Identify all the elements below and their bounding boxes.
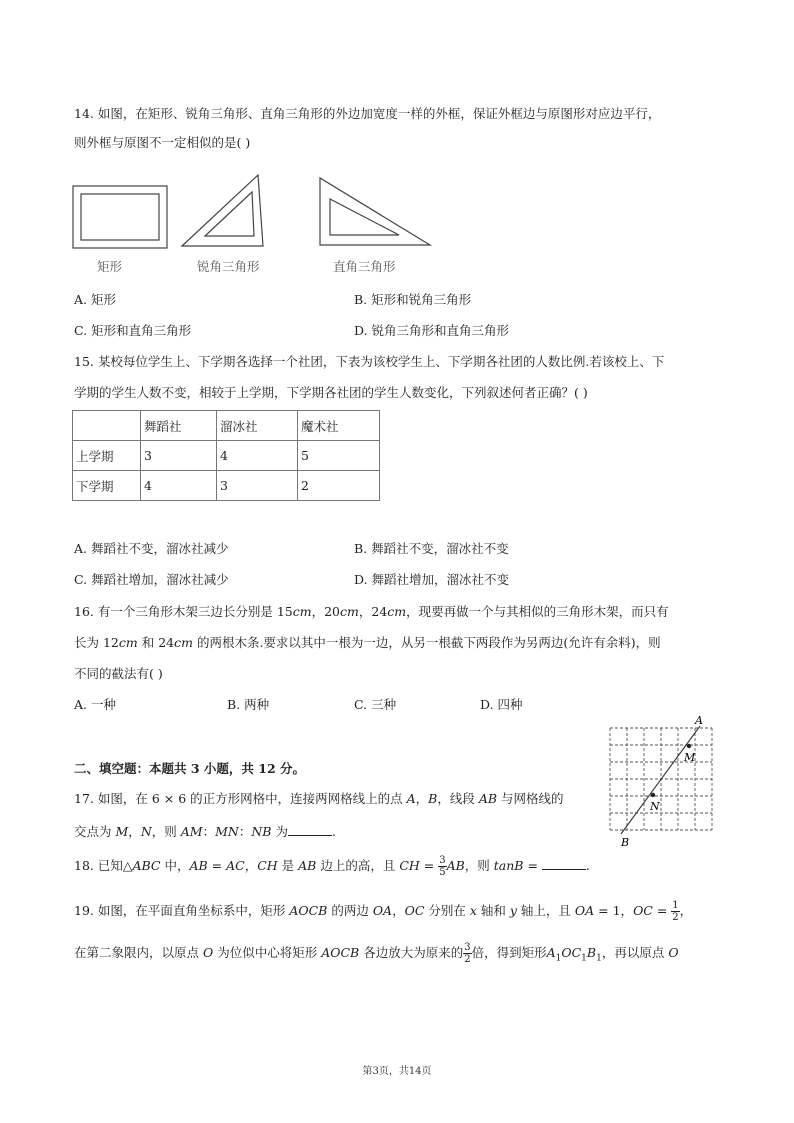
q16-option-b[interactable]: B. 两种 xyxy=(227,697,270,712)
table-cell: 4 xyxy=(141,471,217,501)
q14-figures xyxy=(66,172,446,254)
q19-line1: 19. 如图，在平面直角坐标系中，矩形 AOCB 的两边 OA，OC 分别在 x 轴和 y 轴上，且 OA = 1，OC = $\frac{1}{2}$ ， xyxy=(74,900,693,923)
point-m xyxy=(687,744,691,748)
right-triangle-inner xyxy=(330,199,399,235)
figure-label-acute-triangle: 锐角三角形 xyxy=(197,259,260,274)
q16-option-c[interactable]: C. 三种 xyxy=(354,697,397,712)
rectangle-inner xyxy=(81,194,159,240)
q16-option-a[interactable]: A. 一种 xyxy=(74,697,116,712)
section-title: 二、填空题：本题共 3 小题，共 12 分。 xyxy=(74,761,306,776)
q17-line2: 交点为 M，N，则 AM：MN：NB 为 . xyxy=(74,821,336,841)
q14-option-d[interactable]: D. 锐角三角形和直角三角形 xyxy=(354,323,510,338)
label-b: B xyxy=(621,836,630,849)
answer-blank[interactable] xyxy=(288,821,332,836)
q19-line2: 在第二象限内，以原点 O 为位似中心将矩形 AOCB 各边放大为原来的 $\frac{3}{2}$ 倍，得到矩形$A_1OC_1B_1$，再以原点 O xyxy=(74,942,679,965)
table-cell: 3 xyxy=(141,441,217,471)
q15-option-a[interactable]: A. 舞蹈社不变，溜冰社减少 xyxy=(74,541,229,556)
table-row xyxy=(73,411,380,441)
q16-line3: 不同的截法有( ) xyxy=(74,666,163,681)
table-header-cell: 溜冰社 xyxy=(217,411,298,441)
table-row xyxy=(73,441,380,471)
acute-triangle-outer xyxy=(182,175,263,246)
q15-table xyxy=(72,410,380,501)
q14-line1: 14. 如图，在矩形、锐角三角形、直角三角形的外边加宽度一样的外框，保证外框边与原图形对应边平行， xyxy=(74,106,661,121)
point-n xyxy=(651,793,655,797)
table-header-cell: 舞蹈社 xyxy=(141,411,217,441)
table-cell: 4 xyxy=(217,441,298,471)
segment-ab xyxy=(621,726,700,834)
label-a: A xyxy=(695,714,703,727)
figure-label-right-triangle: 直角三角形 xyxy=(333,259,396,274)
label-n: N xyxy=(650,800,660,813)
q18-line: 18. 已知△ABC 中，AB = AC，CH 是 AB 边上的高，且 CH = $\frac{3}{5}$ AB，则 tanB = . xyxy=(74,855,590,878)
q17-grid-figure xyxy=(600,712,730,850)
table-cell xyxy=(73,411,141,441)
table-header-cell: 魔术社 xyxy=(298,411,380,441)
table-cell: 5 xyxy=(298,441,380,471)
table-row-label: 上学期 xyxy=(73,441,141,471)
label-m: M xyxy=(684,751,696,764)
q14-option-a[interactable]: A. 矩形 xyxy=(74,292,116,307)
q14-option-b[interactable]: B. 矩形和锐角三角形 xyxy=(354,292,472,307)
q15-option-b[interactable]: B. 舞蹈社不变，溜冰社不变 xyxy=(354,541,509,556)
rectangle-outer xyxy=(73,186,167,248)
q15-option-c[interactable]: C. 舞蹈社增加，溜冰社减少 xyxy=(74,572,229,587)
q15-line1: 15. 某校每位学生上、下学期各选择一个社团，下表为该校学生上、下学期各社团的人数比例.若该校上、下 xyxy=(74,354,665,369)
fraction-three-fifths: $\frac{3}{5}$ xyxy=(439,855,446,878)
answer-blank[interactable] xyxy=(542,855,586,870)
q14-line2: 则外框与原图不一定相似的是( ) xyxy=(74,135,251,150)
q16-line1: 16. 有一个三角形木架三边长分别是 15cm，20cm，24cm，现要再做一个与其相似的三角形木架，而只有 xyxy=(74,604,669,619)
q16-line2: 长为 12cm 和 24cm 的两根木条.要求以其中一根为一边，从另一根截下两段作为另两边(允许有余料)，则 xyxy=(74,635,661,650)
q15-line2: 学期的学生人数不变，相较于上学期，下学期各社团的学生人数变化，下列叙述何者正确？( ) xyxy=(74,385,588,400)
table-row-label: 下学期 xyxy=(73,471,141,501)
table-cell: 2 xyxy=(298,471,380,501)
figure-label-rectangle: 矩形 xyxy=(97,259,123,274)
q15-option-d[interactable]: D. 舞蹈社增加，溜冰社不变 xyxy=(354,572,510,587)
table-cell: 3 xyxy=(217,471,298,501)
q17-line1: 17. 如图，在 6 × 6 的正方形网格中，连接两网格线上的点 A，B，线段 AB 与网格线的 xyxy=(74,791,564,806)
acute-triangle-inner xyxy=(205,192,254,236)
table-row xyxy=(73,471,380,501)
fraction-three-halves: $\frac{3}{2}$ xyxy=(464,942,471,965)
q16-option-d[interactable]: D. 四种 xyxy=(480,697,523,712)
page-number: 第3页，共14页 xyxy=(362,1066,432,1077)
fraction-one-half: $\frac{1}{2}$ xyxy=(672,900,679,923)
q14-option-c[interactable]: C. 矩形和直角三角形 xyxy=(74,323,192,338)
